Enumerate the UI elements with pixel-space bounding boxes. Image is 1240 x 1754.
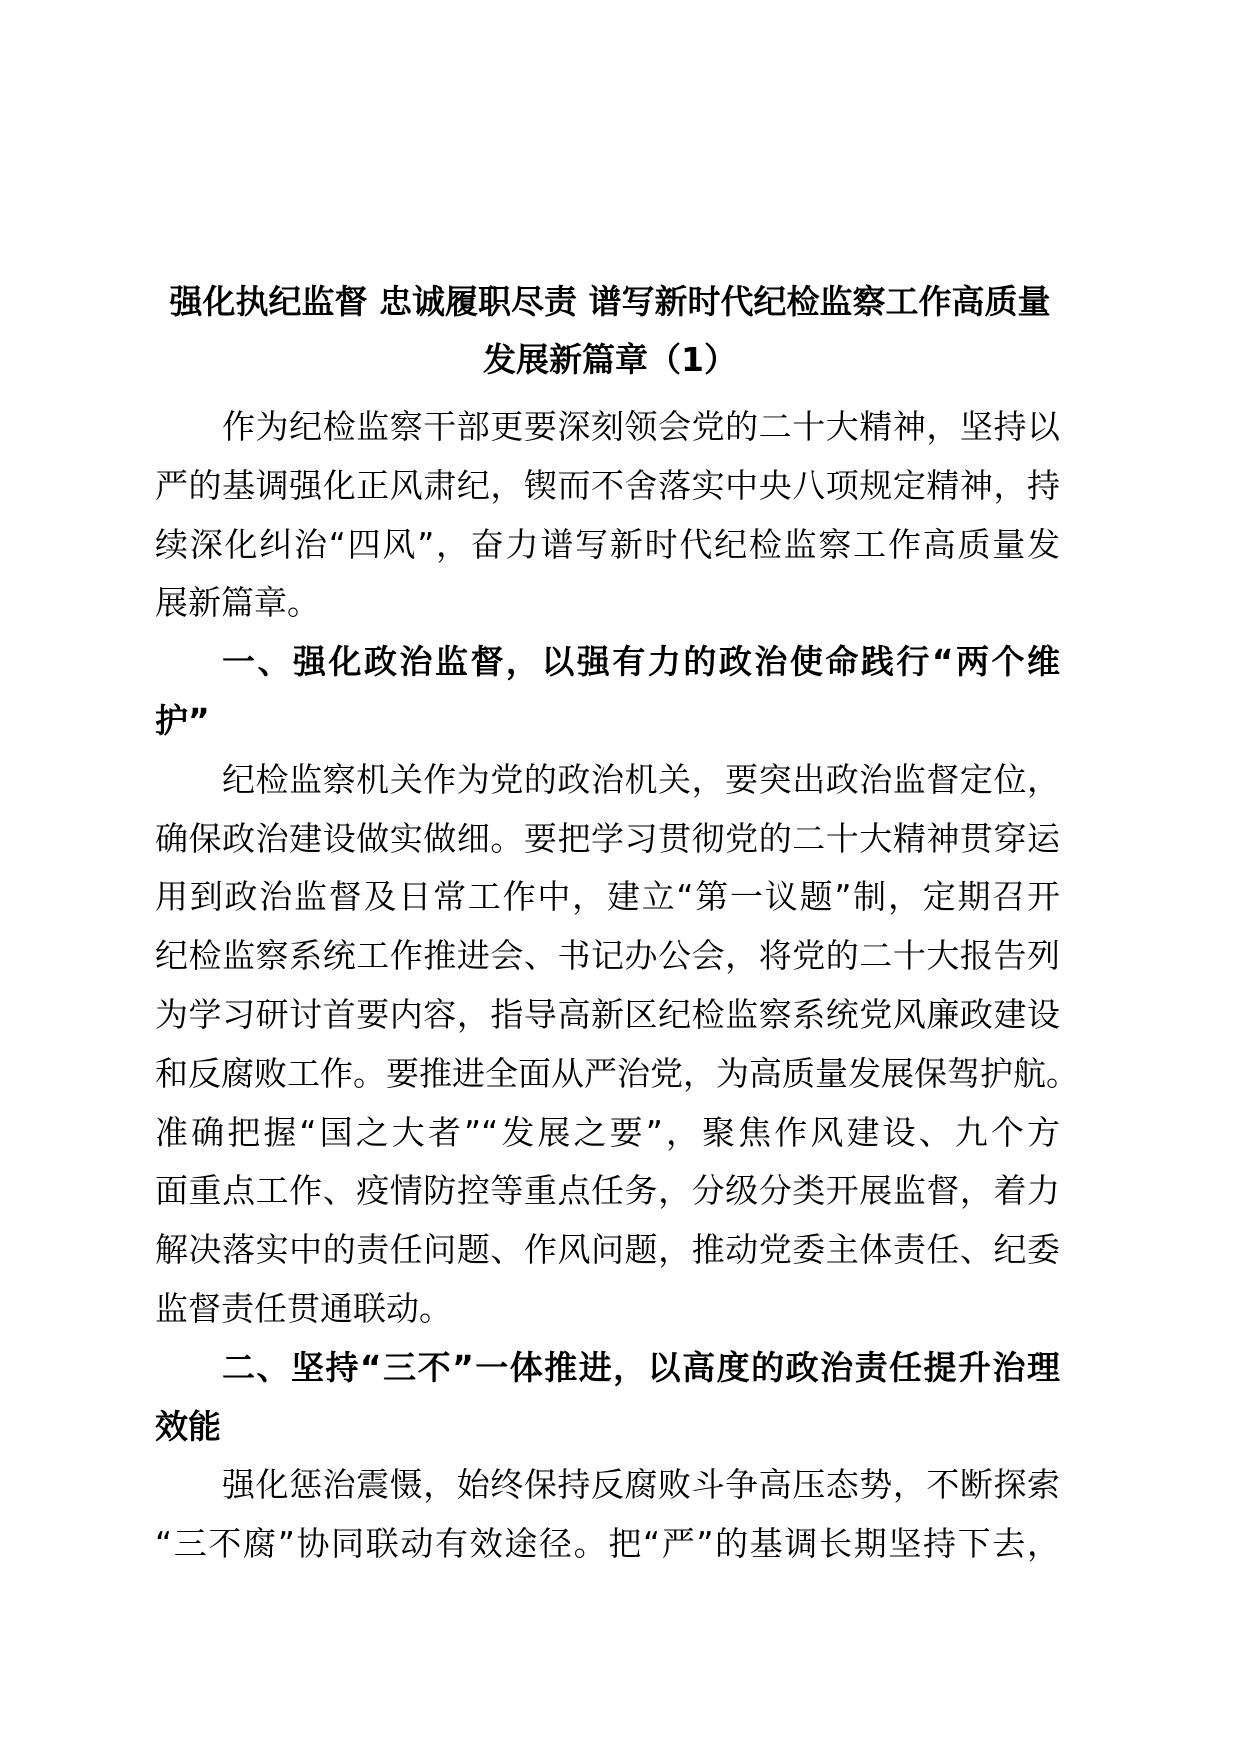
text-line: 监督责任贯通联动。	[155, 1288, 452, 1328]
section-heading	[155, 1339, 1060, 1457]
text-line: “三不腐”协同联动有效途径。把“严”的基调长期坚持下去，	[155, 1524, 1060, 1564]
paragraph	[155, 1456, 1060, 1574]
text-line: 为学习研讨首要内容，指导高新区纪检监察系统党风廉政建设	[155, 994, 1060, 1034]
text-line: 确保政治建设做实做细。要把学习贯彻党的二十大精神贯穿运	[155, 818, 1060, 858]
text-line: 用到政治监督及日常工作中，建立“第一议题”制，定期召开	[155, 877, 1060, 917]
section-heading	[155, 633, 1060, 751]
text-line: 护”	[155, 700, 210, 740]
document-title-line-1: 强化执纪监督 忠诚履职尽责 谱写新时代纪检监察工作高质量	[169, 282, 1051, 321]
paragraph	[155, 751, 1079, 1339]
text-line: 效能	[155, 1406, 221, 1446]
document-body	[155, 398, 1079, 1574]
text-line: 一、强化政治监督，以强有力的政治使命践行“两个维	[222, 642, 1060, 682]
text-line: 纪检监察机关作为党的政治机关，要突出政治监督定位，	[222, 759, 1060, 799]
text-line: 展新篇章。	[155, 583, 320, 623]
text-line: 强化惩治震慑，始终保持反腐败斗争高压态势，不断探索	[222, 1465, 1060, 1505]
text-line: 解决落实中的责任问题、作风问题，推动党委主体责任、纪委	[155, 1230, 1060, 1270]
text-line: 和反腐败工作。要推进全面从严治党，为高质量发展保驾护航。	[155, 1053, 1079, 1093]
text-line: 准确把握“国之大者”“发展之要”，聚焦作风建设、九个方	[155, 1112, 1060, 1152]
text-line: 二、坚持“三不”一体推进，以高度的政治责任提升治理	[222, 1347, 1060, 1387]
paragraph	[155, 398, 1060, 633]
text-line: 续深化纠治“四风”，奋力谱写新时代纪检监察工作高质量发	[155, 524, 1060, 564]
text-line: 严的基调强化正风肃纪，锲而不舍落实中央八项规定精神，持	[155, 465, 1060, 505]
text-line: 面重点工作、疫情防控等重点任务，分级分类开展监督，着力	[155, 1171, 1060, 1211]
document-title-line-2: 发展新篇章（1）	[483, 340, 737, 379]
text-line: 作为纪检监察干部更要深刻领会党的二十大精神，坚持以	[222, 407, 1060, 446]
text-line: 纪检监察系统工作推进会、书记办公会，将党的二十大报告列	[155, 936, 1060, 976]
